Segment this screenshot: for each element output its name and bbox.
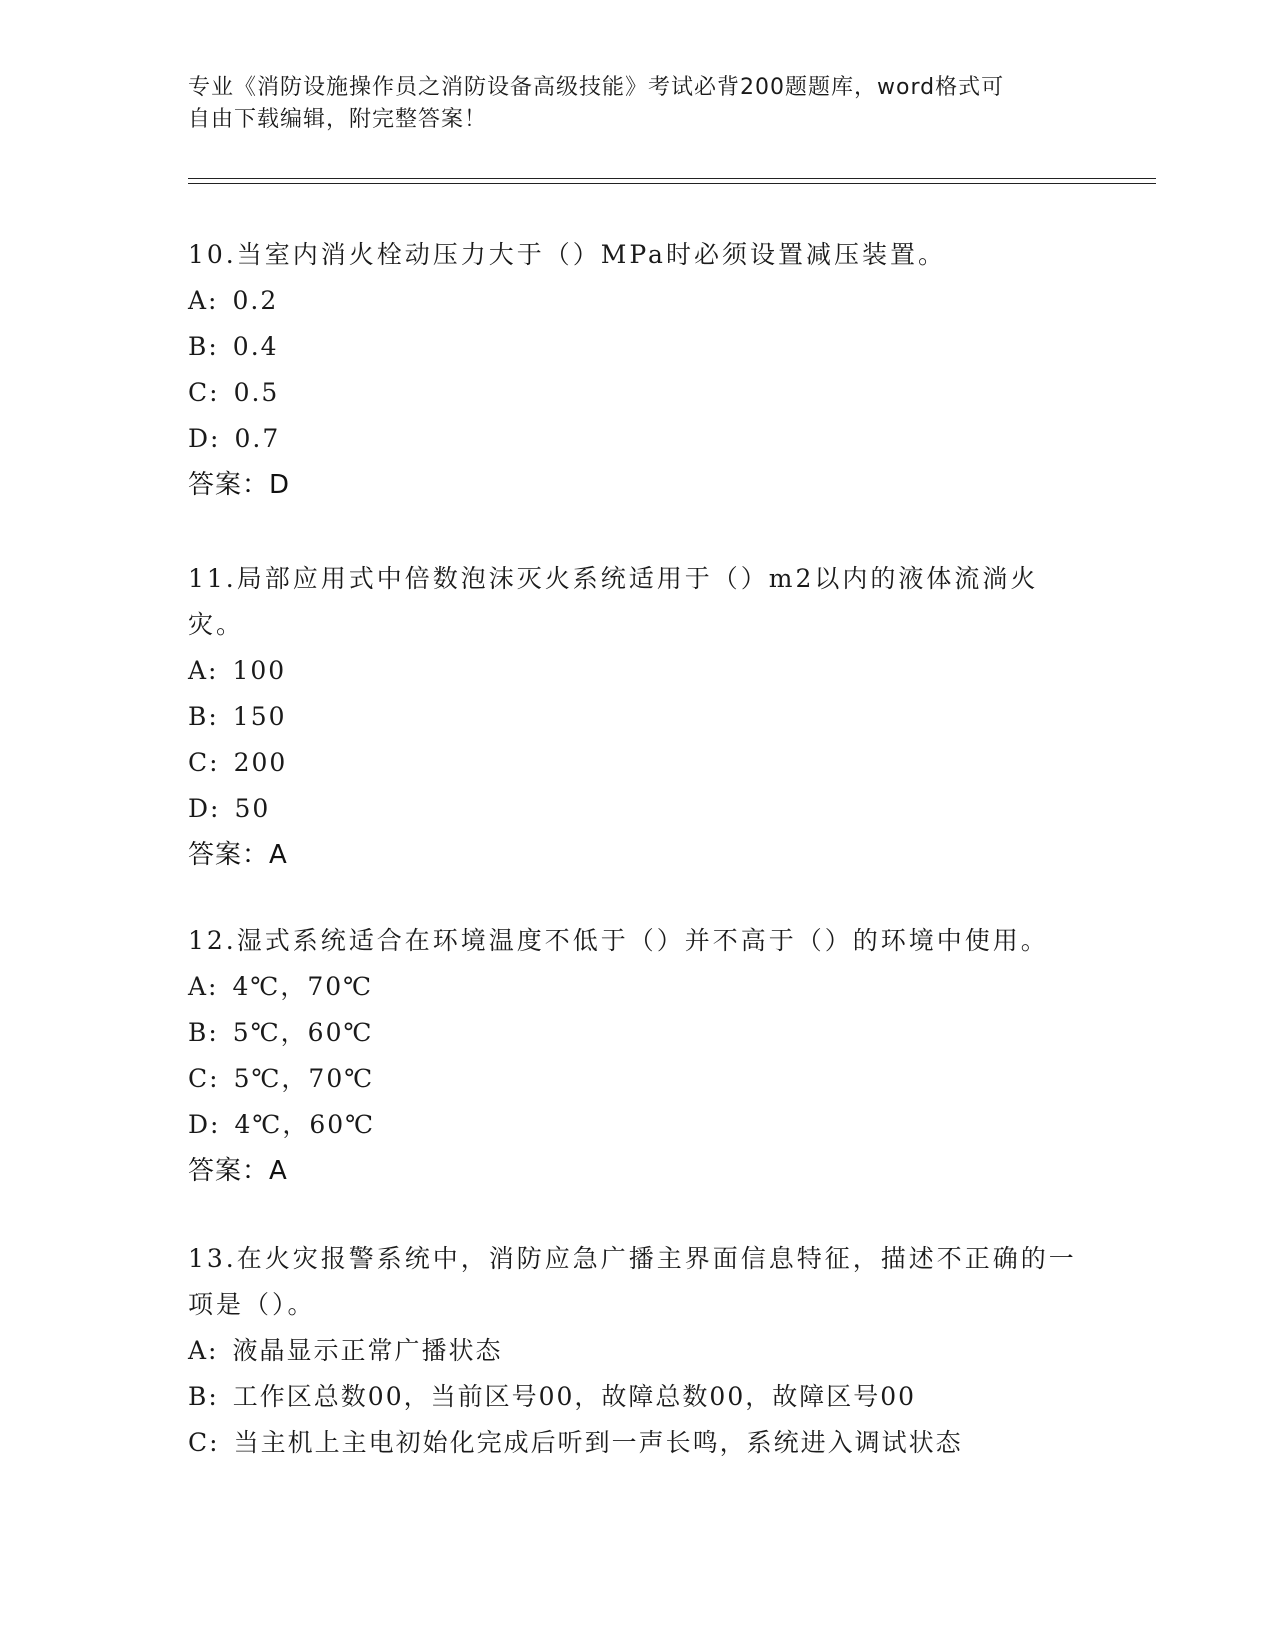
- option-key: B:: [188, 1018, 219, 1047]
- question-10: [188, 232, 1088, 508]
- header-line-2: 自由下载编辑，附完整答案！: [188, 107, 488, 132]
- option-b: [188, 694, 1088, 740]
- option-b: [188, 1374, 1088, 1420]
- option-d: [188, 416, 1088, 462]
- option-key: A:: [188, 286, 219, 315]
- question-stem: 10.当室内消火栓动压力大于（）MPa时必须设置减压装置。: [188, 240, 946, 269]
- question-13: [188, 1236, 1088, 1466]
- option-a: [188, 964, 1088, 1010]
- option-d: [188, 786, 1088, 832]
- answer-line: 答案：A: [188, 840, 288, 870]
- option-key: C:: [188, 378, 220, 407]
- option-a: [188, 278, 1088, 324]
- option-b: [188, 324, 1088, 370]
- answer-line: 答案：D: [188, 470, 291, 500]
- option-text: 当主机上主电初始化完成后听到一声长鸣，系统进入调试状态: [233, 1428, 963, 1457]
- question-stem: 13.在火灾报警系统中，消防应急广播主界面信息特征，描述不正确的一项是（）。: [188, 1244, 1077, 1319]
- option-b: [188, 1010, 1088, 1056]
- header-divider-top: [188, 178, 1156, 179]
- question-stem: 11.局部应用式中倍数泡沫灭火系统适用于（）m2以内的液体流淌火灾。: [188, 564, 1039, 639]
- option-key: B:: [188, 1382, 219, 1411]
- option-text: 0.7: [234, 424, 281, 453]
- option-key: B:: [188, 702, 219, 731]
- option-text: 50: [234, 794, 271, 823]
- option-key: C:: [188, 748, 220, 777]
- option-text: 150: [232, 702, 287, 731]
- option-key: A:: [188, 656, 219, 685]
- option-text: 4℃，60℃: [234, 1110, 376, 1139]
- option-key: D:: [188, 1110, 221, 1139]
- option-text: 4℃，70℃: [232, 972, 374, 1001]
- option-key: C:: [188, 1428, 220, 1457]
- option-text: 液晶显示正常广播状态: [232, 1336, 503, 1365]
- option-text: 200: [233, 748, 288, 777]
- option-key: A:: [188, 972, 219, 1001]
- option-c: [188, 370, 1088, 416]
- option-c: [188, 1056, 1088, 1102]
- option-key: D:: [188, 794, 221, 823]
- option-text: 0.4: [232, 332, 279, 361]
- option-key: C:: [188, 1064, 220, 1093]
- answer-line: 答案：A: [188, 1156, 288, 1186]
- option-d: [188, 1102, 1088, 1148]
- option-key: D:: [188, 424, 221, 453]
- option-text: 0.5: [233, 378, 280, 407]
- question-12: [188, 918, 1088, 1194]
- option-text: 工作区总数00，当前区号00，故障总数00，故障区号00: [232, 1382, 917, 1411]
- header-line-1: 专业《消防设施操作员之消防设备高级技能》考试必背200题题库，word格式可: [188, 75, 1005, 100]
- document-header: [188, 72, 1068, 136]
- question-11: [188, 556, 1088, 878]
- option-key: A:: [188, 1336, 219, 1365]
- option-a: [188, 1328, 1088, 1374]
- question-stem: 12.湿式系统适合在环境温度不低于（）并不高于（）的环境中使用。: [188, 926, 1049, 955]
- option-key: B:: [188, 332, 219, 361]
- option-text: 5℃，70℃: [233, 1064, 375, 1093]
- option-text: 0.2: [232, 286, 279, 315]
- option-c: [188, 1420, 1088, 1466]
- option-a: [188, 648, 1088, 694]
- option-text: 5℃，60℃: [232, 1018, 374, 1047]
- option-c: [188, 740, 1088, 786]
- option-text: 100: [232, 656, 287, 685]
- header-divider-bottom: [188, 183, 1156, 184]
